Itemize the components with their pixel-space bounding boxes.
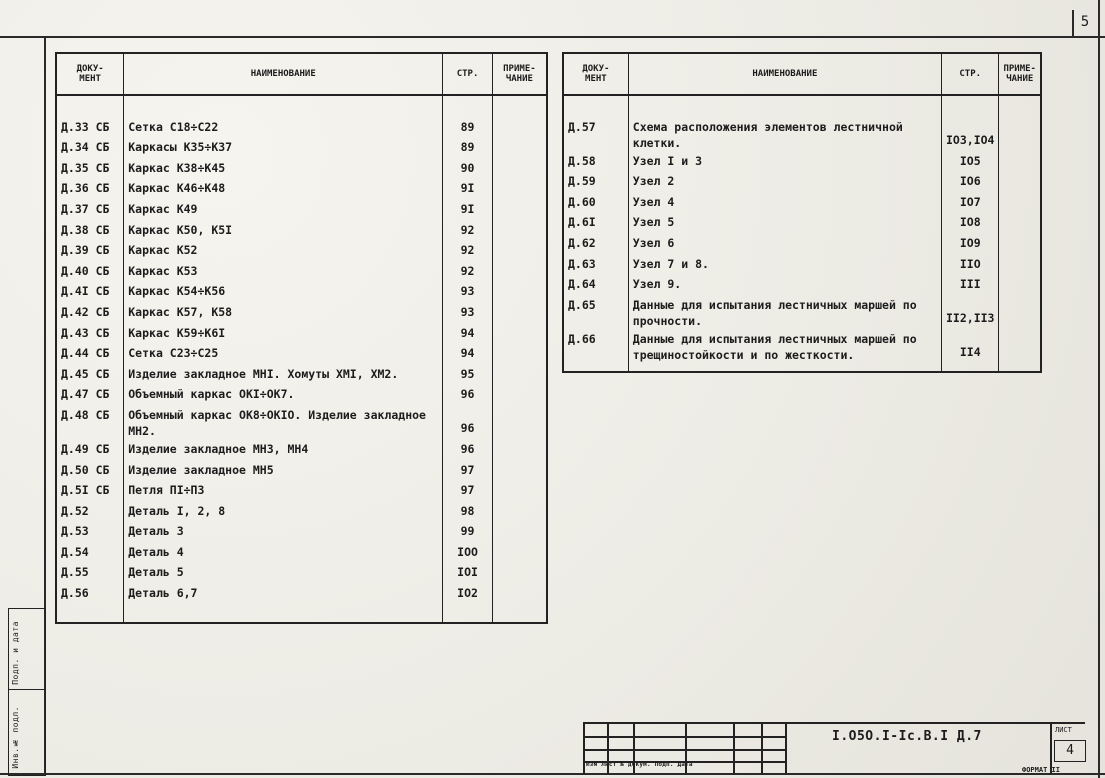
left-index-table [55,52,548,624]
page-ref: 97 [443,460,493,481]
doc-code: Д.49 СБ [56,439,124,460]
note-cell [492,480,547,501]
header-document: ДОКУ- МЕНТ [563,53,628,95]
frame-top [0,36,1105,38]
doc-code: Д.63 [563,254,628,275]
note-cell [492,439,547,460]
item-name: Каркас К38÷К45 [124,158,443,179]
doc-code: Д.36 СБ [56,178,124,199]
note-cell [999,171,1041,192]
item-name: Каркас К49 [124,199,443,220]
item-name: Изделие закладное МН5 [124,460,443,481]
sidebar-label-sign-date: Подп. и дата [11,621,20,685]
note-cell [492,542,547,563]
doc-code: Д.66 [563,329,628,363]
item-name: Каркас К46÷К48 [124,178,443,199]
note-cell [492,240,547,261]
doc-code: Д.54 [56,542,124,563]
item-name: Узел I и 3 [628,151,941,172]
note-cell [492,220,547,241]
table-filler [56,604,547,623]
page-ref: IО6 [942,171,999,192]
item-name: Каркасы К35÷К37 [124,137,443,158]
note-cell [999,117,1041,151]
note-cell [999,274,1041,295]
item-name: Деталь 4 [124,542,443,563]
page-ref: IО2 [443,583,493,604]
doc-code: Д.53 [56,521,124,542]
note-cell [492,364,547,385]
table-row [56,158,547,179]
note-cell [492,521,547,542]
note-cell [999,151,1041,172]
page-ref: 94 [443,343,493,364]
header-name: НАИМЕНОВАНИЕ [124,53,443,95]
item-name: Деталь 6,7 [124,583,443,604]
page-ref: 94 [443,323,493,344]
table-row [563,117,1041,151]
doc-code: Д.48 СБ [56,405,124,439]
item-name: Узел 5 [628,212,941,233]
header-name: НАИМЕНОВАНИЕ [628,53,941,95]
doc-code: Д.58 [563,151,628,172]
doc-code: Д.33 СБ [56,117,124,138]
note-cell [492,199,547,220]
header-page: СТР. [942,53,999,95]
sheet-label: ЛИСТ [1055,726,1072,734]
page-ref: IОI [443,562,493,583]
table-row [56,302,547,323]
note-cell [999,254,1041,275]
table-row [563,171,1041,192]
note-cell [492,562,547,583]
note-cell [492,343,547,364]
item-name: Узел 9. [628,274,941,295]
item-name: Данные для испытания лестничных маршей по трещиностойкости и по жесткости. [628,329,941,363]
page-ref: 93 [443,281,493,302]
doc-code: Д.37 СБ [56,199,124,220]
page-ref: 96 [443,439,493,460]
item-name: Изделие закладное МН3, МН4 [124,439,443,460]
note-cell [492,158,547,179]
item-name: Данные для испытания лестничных маршей по прочности. [628,295,941,329]
item-name: Узел 4 [628,192,941,213]
page-ref: 89 [443,117,493,138]
table-row [563,233,1041,254]
table-row [56,405,547,439]
doc-code: Д.50 СБ [56,460,124,481]
item-name: Каркас К57, К58 [124,302,443,323]
page-ref: IО5 [942,151,999,172]
note-cell [492,384,547,405]
page-ref: 95 [443,364,493,385]
table-row [56,220,547,241]
frame-right [1098,0,1100,778]
page-ref: 97 [443,480,493,501]
table-row [56,439,547,460]
doc-code: Д.39 СБ [56,240,124,261]
item-name: Деталь 5 [124,562,443,583]
doc-code: Д.55 [56,562,124,583]
doc-code: Д.52 [56,501,124,522]
table-row [56,199,547,220]
table-row [56,562,547,583]
note-cell [492,323,547,344]
doc-code: Д.40 СБ [56,261,124,282]
note-cell [999,329,1041,363]
doc-code: Д.43 СБ [56,323,124,344]
doc-code: Д.47 СБ [56,384,124,405]
item-name: Схема расположения элементов лестничной клетки. [628,117,941,151]
item-name: Узел 2 [628,171,941,192]
page-ref: IО9 [942,233,999,254]
doc-code: Д.4I СБ [56,281,124,302]
doc-code: Д.42 СБ [56,302,124,323]
document-code: I.О5О.I-Iс.В.I Д.7 [832,729,982,744]
note-cell [492,501,547,522]
note-cell [492,405,547,439]
header-note: ПРИМЕ- ЧАНИЕ [492,53,547,95]
page-number: 5 [1080,14,1090,30]
item-name: Объемный каркас ОКI÷ОК7. [124,384,443,405]
doc-code: Д.62 [563,233,628,254]
note-cell [492,178,547,199]
item-name: Каркас К59÷К6I [124,323,443,344]
note-cell [999,233,1041,254]
page-ref: 96 [443,405,493,439]
page-ref: 9I [443,178,493,199]
note-cell [492,137,547,158]
revision-footer-labels: Изм Лист № докум. Подп. Дата [586,761,693,768]
note-cell [999,295,1041,329]
table-row [563,254,1041,275]
doc-code: Д.6I [563,212,628,233]
note-cell [492,583,547,604]
page-ref: IIО [942,254,999,275]
table-row [563,274,1041,295]
table-row [56,240,547,261]
table-row [56,364,547,385]
table-row [56,281,547,302]
page-ref: 90 [443,158,493,179]
table-row [56,261,547,282]
doc-code: Д.38 СБ [56,220,124,241]
table-row [56,137,547,158]
page-ref: III [942,274,999,295]
table-row [56,521,547,542]
item-name: Изделие закладное МНI. Хомуты ХМI, ХМ2. [124,364,443,385]
left-margin-stamp [8,608,46,776]
item-name: Объемный каркас ОК8÷ОКIО. Изделие закладное МН2. [124,405,443,439]
note-cell [492,281,547,302]
item-name: Каркас К50, К5I [124,220,443,241]
format-label: ФОРМАТ II [1022,766,1060,774]
header-note: ПРИМЕ- ЧАНИЕ [999,53,1041,95]
page-ref: 92 [443,240,493,261]
table-row [56,117,547,138]
page-ref: IО8 [942,212,999,233]
doc-code: Д.44 СБ [56,343,124,364]
table-row [56,501,547,522]
page-ref: 96 [443,384,493,405]
note-cell [492,261,547,282]
right-index-table [562,52,1042,373]
page-ref: IО7 [942,192,999,213]
page-ref: IО3,IО4 [942,117,999,151]
page-ref: 93 [443,302,493,323]
doc-code: Д.59 [563,171,628,192]
doc-code: Д.5I СБ [56,480,124,501]
sidebar-label-inventory: Инв.№ подл. [11,706,20,769]
table-row [563,192,1041,213]
item-name: Каркас К52 [124,240,443,261]
item-name: Каркас К53 [124,261,443,282]
page-ref: 98 [443,501,493,522]
page-ref: 9I [443,199,493,220]
page-ref: 89 [443,137,493,158]
table-row [56,384,547,405]
doc-code: Д.64 [563,274,628,295]
page-ref: IОО [443,542,493,563]
sheet-number: 4 [1054,740,1086,762]
table-row [56,323,547,344]
table-row [56,460,547,481]
note-cell [999,212,1041,233]
doc-code: Д.57 [563,117,628,151]
table-row [56,480,547,501]
doc-code: Д.35 СБ [56,158,124,179]
header-document: ДОКУ- МЕНТ [56,53,124,95]
table-row [563,295,1041,329]
page-ref: II2,II3 [942,295,999,329]
item-name: Каркас К54÷К56 [124,281,443,302]
table-row [563,212,1041,233]
page-ref: 92 [443,220,493,241]
header-page: СТР. [443,53,493,95]
table-row [56,542,547,563]
page-ref: 92 [443,261,493,282]
item-name: Узел 6 [628,233,941,254]
table-row [56,343,547,364]
note-cell [492,117,547,138]
page-ref: 99 [443,521,493,542]
table-row [563,329,1041,363]
table-row [563,151,1041,172]
item-name: Сетка С23÷С25 [124,343,443,364]
item-name: Деталь 3 [124,521,443,542]
doc-code: Д.56 [56,583,124,604]
table-row [56,178,547,199]
item-name: Деталь I, 2, 8 [124,501,443,522]
note-cell [492,302,547,323]
item-name: Сетка С18÷С22 [124,117,443,138]
item-name: Узел 7 и 8. [628,254,941,275]
page-ref: II4 [942,329,999,363]
note-cell [492,460,547,481]
item-name: Петля ПI÷П3 [124,480,443,501]
doc-code: Д.45 СБ [56,364,124,385]
doc-code: Д.65 [563,295,628,329]
table-filler [563,363,1041,372]
note-cell [999,192,1041,213]
table-row [56,583,547,604]
doc-code: Д.60 [563,192,628,213]
doc-code: Д.34 СБ [56,137,124,158]
